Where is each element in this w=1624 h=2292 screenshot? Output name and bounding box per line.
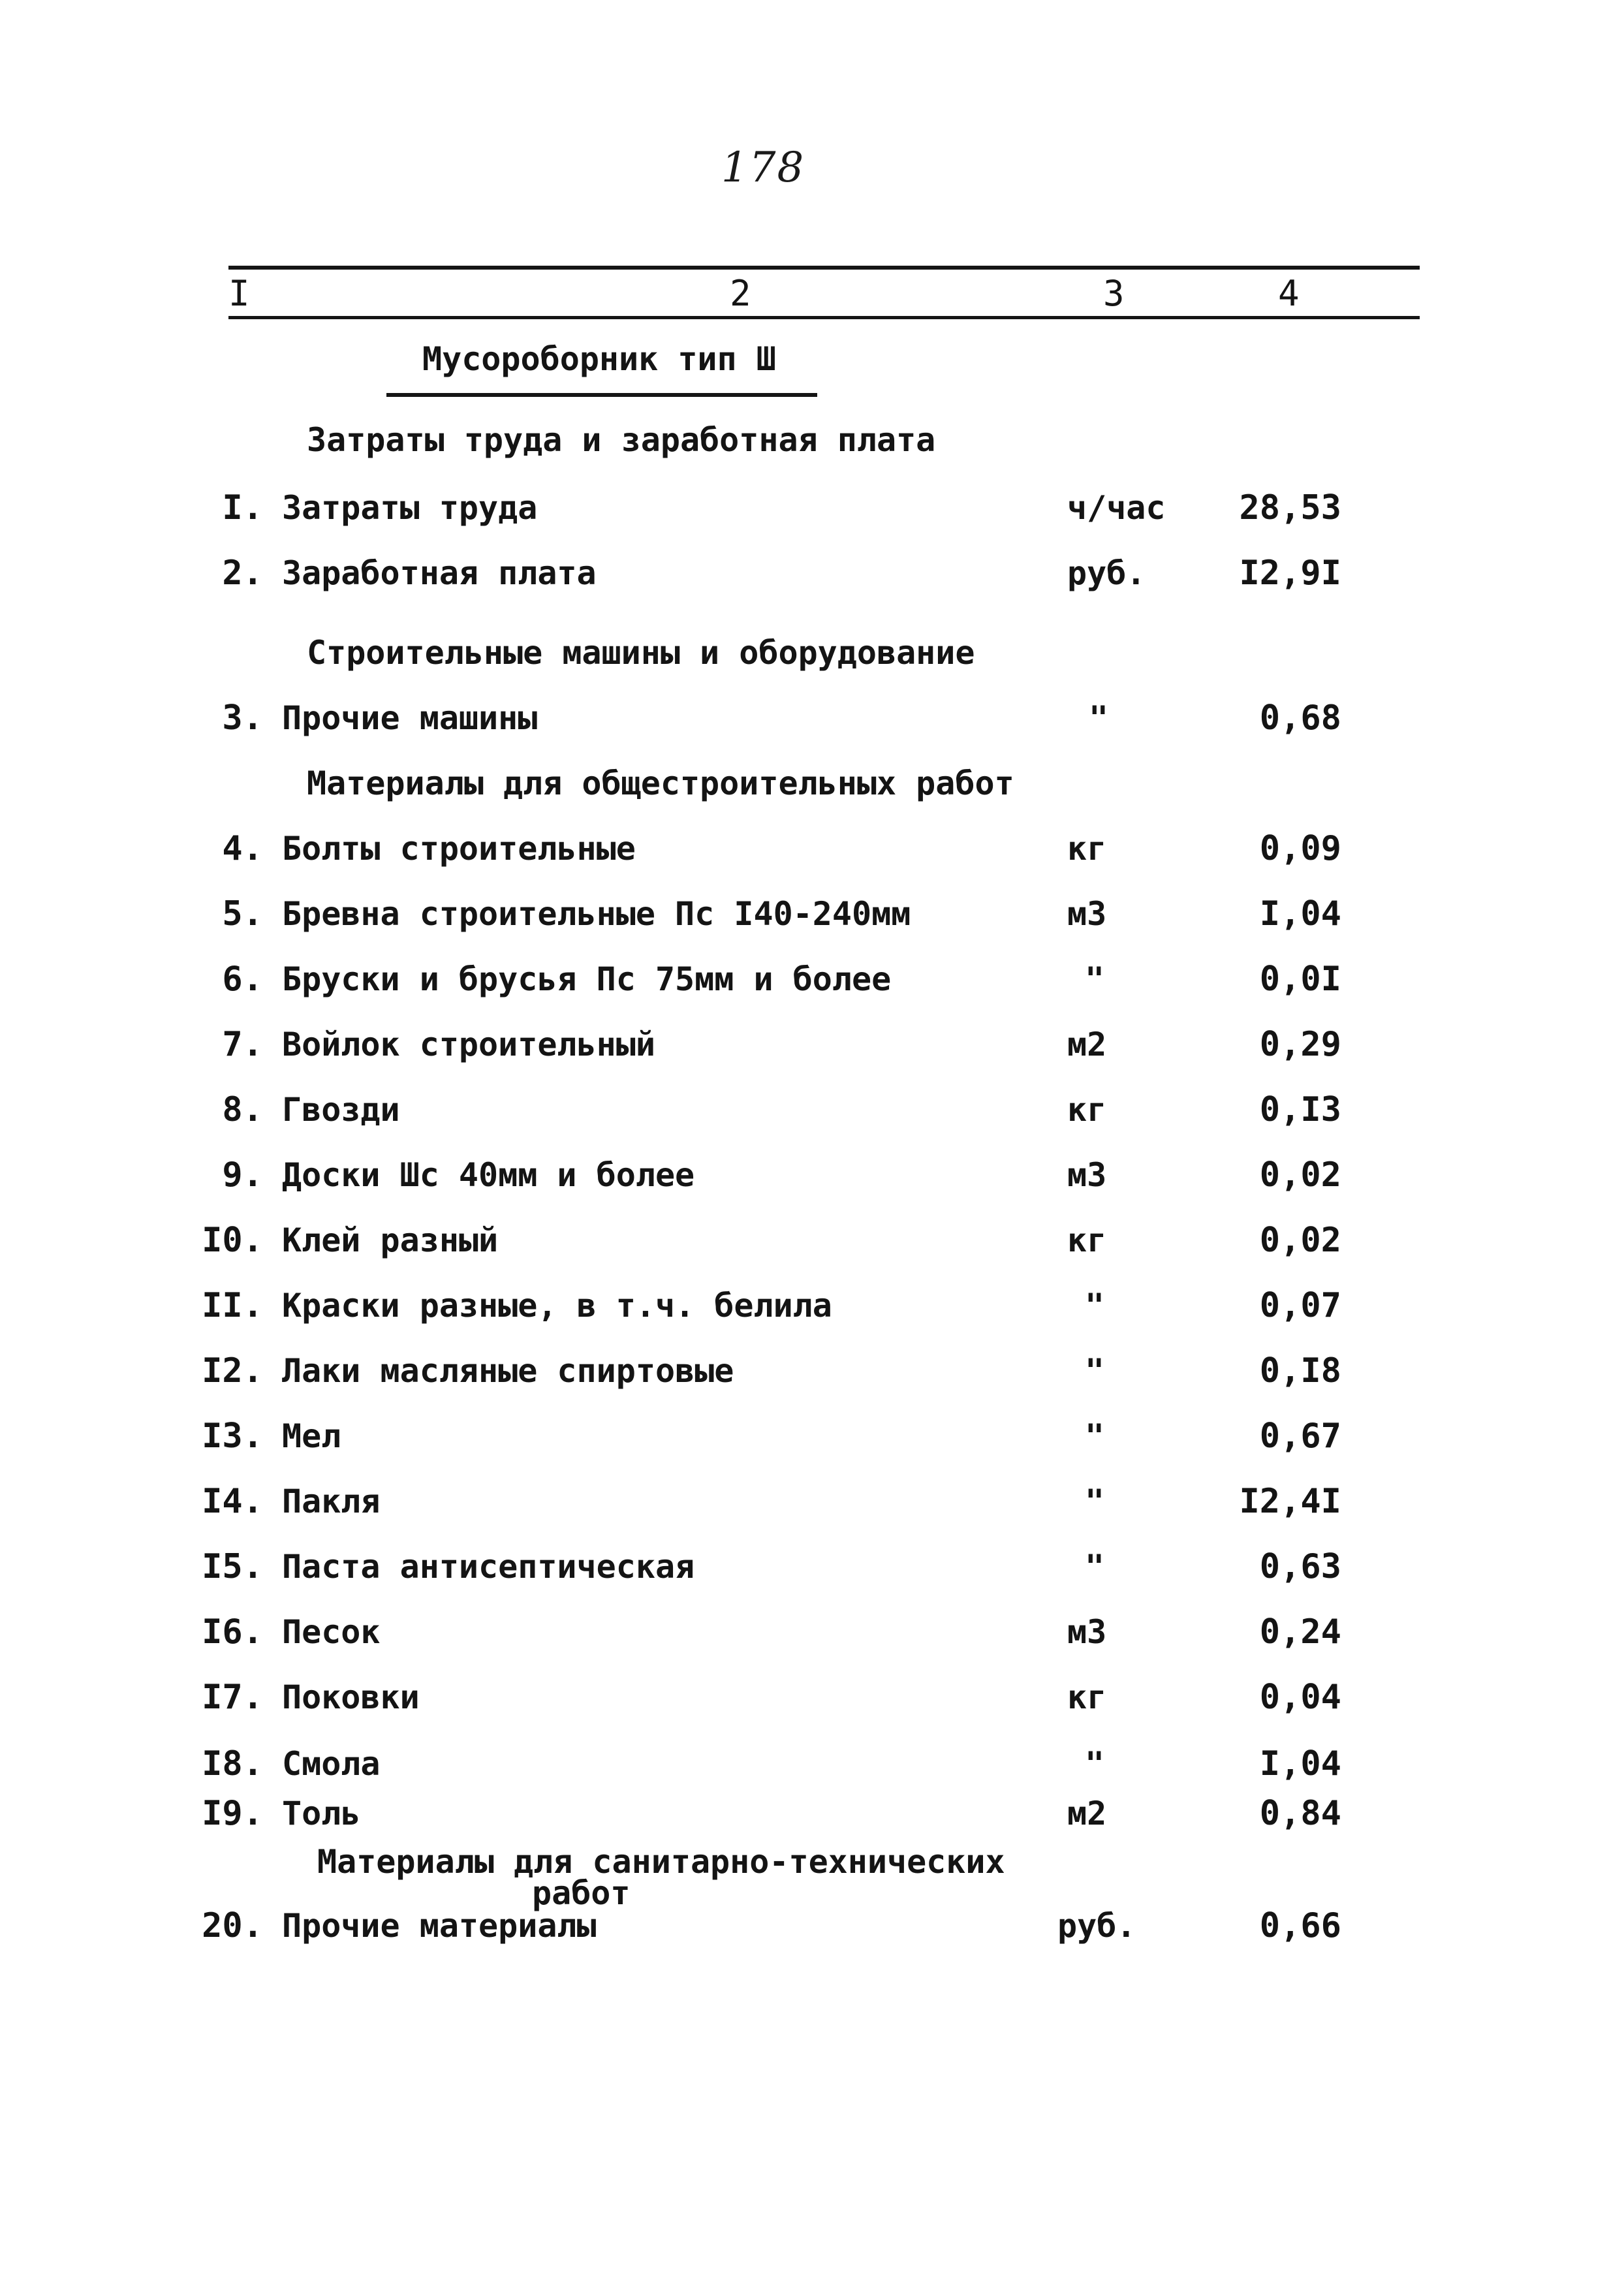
row-number: 7. [222,1025,263,1064]
row-unit: " [1085,1417,1105,1455]
row-name: Прочие машины [282,699,538,737]
row-number: I6. [202,1612,263,1652]
row-name: Бруски и брусья Пс 75мм и более [282,960,892,998]
row-value: 0,66 [1259,1906,1341,1945]
row-unit: " [1085,960,1105,998]
row-number: I5. [202,1547,263,1586]
row-unit: кг [1067,830,1107,868]
table-row [0,1351,1624,1392]
table-row [0,1744,1624,1785]
row-value: 0,29 [1259,1025,1341,1064]
row-value: 0,04 [1259,1678,1341,1717]
row-number: I0. [202,1221,263,1260]
row-number: 8. [222,1090,263,1129]
row-value: 0,68 [1259,699,1341,738]
row-unit: м2 [1067,1795,1107,1832]
row-number: 9. [222,1155,263,1195]
table-row [0,1025,1624,1065]
row-value: 0,09 [1259,829,1341,868]
row-name: Лаки масляные спиртовые [282,1352,734,1390]
row-unit: м3 [1067,1613,1107,1651]
table-row [0,699,1624,739]
table-row [0,1482,1624,1522]
row-unit: " [1085,1287,1105,1325]
row-name: Затраты труда [282,489,538,527]
row-name: Смола [282,1745,381,1783]
table-row [0,1547,1624,1588]
row-name: Войлок строительный [282,1026,655,1063]
row-number: I9. [202,1794,263,1833]
row-name: Толь [282,1795,361,1832]
table-row [0,1090,1624,1131]
row-value: I,04 [1259,894,1341,934]
row-name: Прочие материалы [282,1907,597,1945]
table-row [0,960,1624,1000]
row-value: 0,24 [1259,1612,1341,1652]
row-value: 0,I8 [1259,1351,1341,1390]
table-row [0,554,1624,594]
table-row [0,1155,1624,1196]
table-row [0,1612,1624,1653]
row-number: I8. [202,1744,263,1783]
row-unit: кг [1067,1091,1107,1129]
row-value: 0,I3 [1259,1090,1341,1129]
row-number: I7. [202,1678,263,1717]
row-name: Клей разный [282,1221,499,1259]
row-number: I2. [202,1351,263,1390]
title-underline [386,393,817,397]
row-number: 5. [222,894,263,934]
row-value: 0,84 [1259,1794,1341,1833]
row-unit: ч/час [1067,489,1166,527]
row-unit: кг [1067,1678,1107,1716]
section-heading-sanitary-materials: Материалы для санитарно-технических [317,1843,1005,1881]
row-name: Песок [282,1613,381,1651]
table-row [0,1794,1624,1834]
row-unit: м2 [1067,1026,1107,1063]
row-name: Заработная плата [282,554,597,592]
row-number: I4. [202,1482,263,1521]
row-name: Паста антисептическая [282,1548,695,1586]
section-heading-machines: Строительные машины и оборудование [307,634,975,672]
page-number: 178 [721,144,805,192]
row-value: 0,07 [1259,1286,1341,1325]
row-number: I3. [202,1417,263,1456]
column-header-4: 4 [1278,273,1300,314]
row-unit: " [1089,699,1109,737]
row-unit: " [1085,1352,1105,1390]
row-unit: " [1085,1548,1105,1586]
row-value: I,04 [1259,1744,1341,1783]
row-value: 0,63 [1259,1547,1341,1586]
row-unit: м3 [1067,1156,1107,1194]
table-row [0,829,1624,870]
row-unit: " [1085,1745,1105,1783]
document-title: Мусороборник тип Ш [422,340,776,378]
row-value: 0,0I [1259,960,1341,999]
table-row [0,1286,1624,1327]
table-row [0,1417,1624,1457]
row-unit: м3 [1067,895,1107,933]
row-unit: кг [1067,1221,1107,1259]
row-value: I2,9I [1239,554,1341,593]
row-number: II. [202,1286,263,1325]
row-number: 6. [222,960,263,999]
column-header-1: I [228,273,250,314]
row-value: 28,53 [1239,488,1341,527]
table-row [0,1906,1624,1947]
row-value: 0,02 [1259,1221,1341,1260]
table-row [0,1221,1624,1261]
row-number: 20. [202,1906,263,1945]
row-name: Мел [282,1417,341,1455]
row-name: Поковки [282,1678,420,1716]
row-number: 4. [222,829,263,868]
row-name: Гвозди [282,1091,400,1129]
row-number: I. [222,488,263,527]
table-row [0,488,1624,529]
column-header-2: 2 [730,273,751,314]
section-heading-sanitary-materials-cont: работ [532,1874,631,1912]
table-top-rule [228,266,1420,270]
column-header-3: 3 [1103,273,1125,314]
row-value: 0,67 [1259,1417,1341,1456]
table-header-rule [228,316,1420,319]
row-number: 2. [222,554,263,593]
row-name: Бревна строительные Пс I40-240мм [282,895,911,933]
row-unit: руб. [1057,1907,1136,1945]
row-number: 3. [222,699,263,738]
table-row [0,894,1624,935]
section-heading-general-materials: Материалы для общестроительных работ [307,764,1014,802]
section-heading-labor: Затраты труда и заработная плата [307,421,936,459]
row-value: I2,4I [1239,1482,1341,1521]
row-name: Болты строительные [282,830,636,868]
row-name: Пакля [282,1483,381,1520]
row-unit: " [1085,1483,1105,1520]
row-name: Краски разные, в т.ч. белила [282,1287,832,1325]
table-row [0,1678,1624,1718]
row-unit: руб. [1067,554,1146,592]
row-name: Доски Шс 40мм и более [282,1156,695,1194]
row-value: 0,02 [1259,1155,1341,1195]
